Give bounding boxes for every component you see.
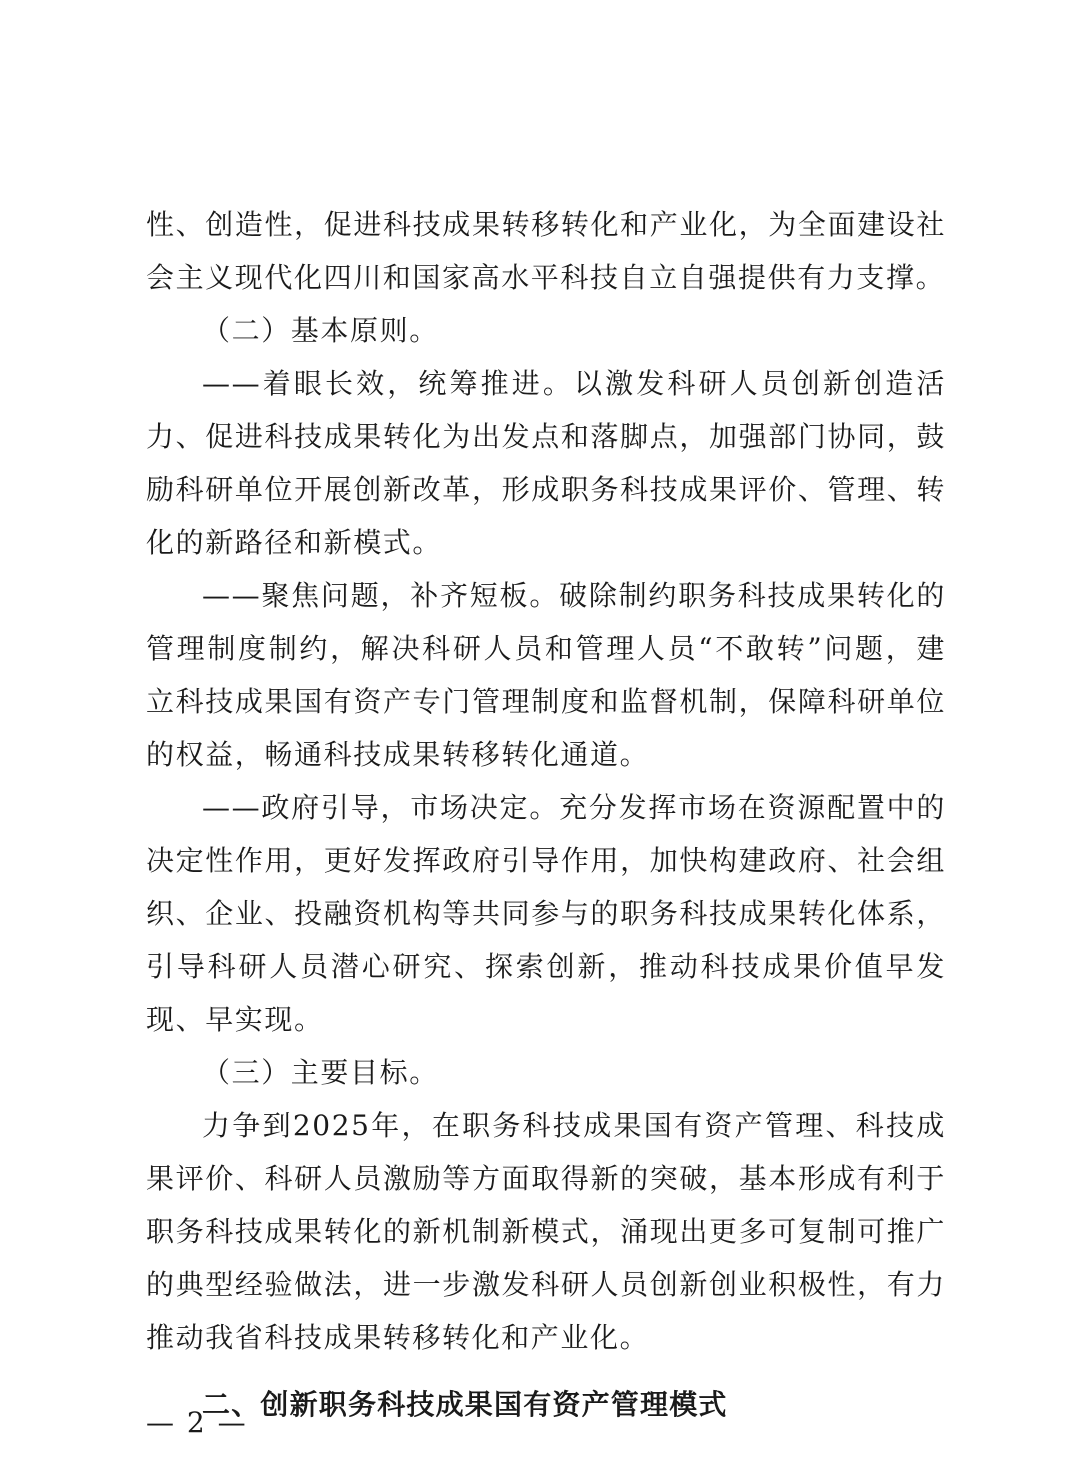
heading-section-two: 二、创新职务科技成果国有资产管理模式 <box>202 1388 728 1421</box>
paragraph-principle-problems: ——聚焦问题，补齐短板。破除制约职务科技成果转化的管理制度制约，解决科研人员和管理人员“不敢转”问题，建立科技成果国有资产专门管理制度和监督机制，保障科研单位的权益，畅通科技成果转移转化通道。 <box>146 579 946 771</box>
heading-main-goals: （三）主要目标。 <box>202 1056 439 1089</box>
paragraph-principle-long-term: ——着眼长效，统筹推进。以激发科研人员创新创造活力、促进科技成果转化为出发点和落脚点，加强部门协同，鼓励科研单位开展创新改革，形成职务科技成果评价、管理、转化的新路径和新模式。 <box>146 367 946 559</box>
paragraph-principle-government: ——政府引导，市场决定。充分发挥市场在资源配置中的决定性作用，更好发挥政府引导作用，加快构建政府、社会组织、企业、投融资机构等共同参与的职务科技成果转化体系，引导科研人员潜心研究、探索创新，推动科技成果价值早发现、早实现。 <box>146 791 946 1036</box>
paragraph-continuation: 性、创造性，促进科技成果转移转化和产业化，为全面建设社会主义现代化四川和国家高水平科技自立自强提供有力支撑。 <box>146 208 946 294</box>
paragraph-goals: 力争到2025年，在职务科技成果国有资产管理、科技成果评价、科研人员激励等方面取得新的突破，基本形成有利于职务科技成果转化的新机制新模式，涌现出更多可复制可推广的典型经验做法，进一步激发科研人员创新创业积极性，有力推动我省科技成果转移转化和产业化。 <box>146 1109 946 1354</box>
page-number: — 2 — <box>146 1406 248 1439</box>
heading-basic-principles: （二）基本原则。 <box>202 314 439 347</box>
document-body <box>146 198 946 1431</box>
